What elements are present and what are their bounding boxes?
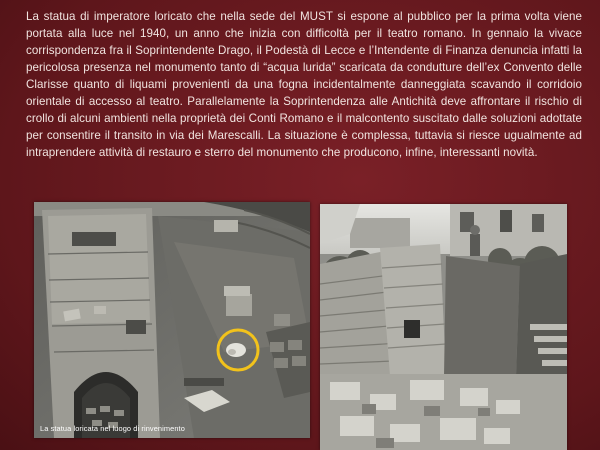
photo-caption: La statua loricata nel luogo di rinvenimento xyxy=(40,424,185,433)
excavation-photo-image xyxy=(34,202,310,438)
description-paragraph: La statua di imperatore loricato che nella sede del MUST si espone al pubblico per la prima volta viene portata alla luce nel 1940, un anno che inizia con difficoltà per il teatro romano. In gennaio la vivace corrispondenza fra il Soprintendente Drago, il Podestà di Lecce e l’Intendente di Finanza denuncia infatti la pericolosa presenza nel monumento tanto di “acqua lurida” scaricata da condutture dell’ex Convento delle Clarisse quanto di liquami provenienti da una fogna incidentalmente danneggiata scavando il corridoio orientale di accesso al teatro. Parallelamente la Soprintendenza alle Antichità deve affrontare il rischio di crollo di alcuni ambienti nella proprietà dei Conti Romano e il malcontento suscitato dalle soluzioni adottate per consentire il transito in via dei Marescalli. La situazione è complessa, tuttavia si riesce ugualmente ad intraprendere attività di restauro e sterro del monumento che producono, infine, interessanti novità. xyxy=(26,10,582,159)
excavation-photo xyxy=(34,202,310,438)
excavation-walls-photo-image xyxy=(320,204,567,450)
description-text xyxy=(26,8,582,161)
excavation-walls-photo xyxy=(320,204,567,450)
